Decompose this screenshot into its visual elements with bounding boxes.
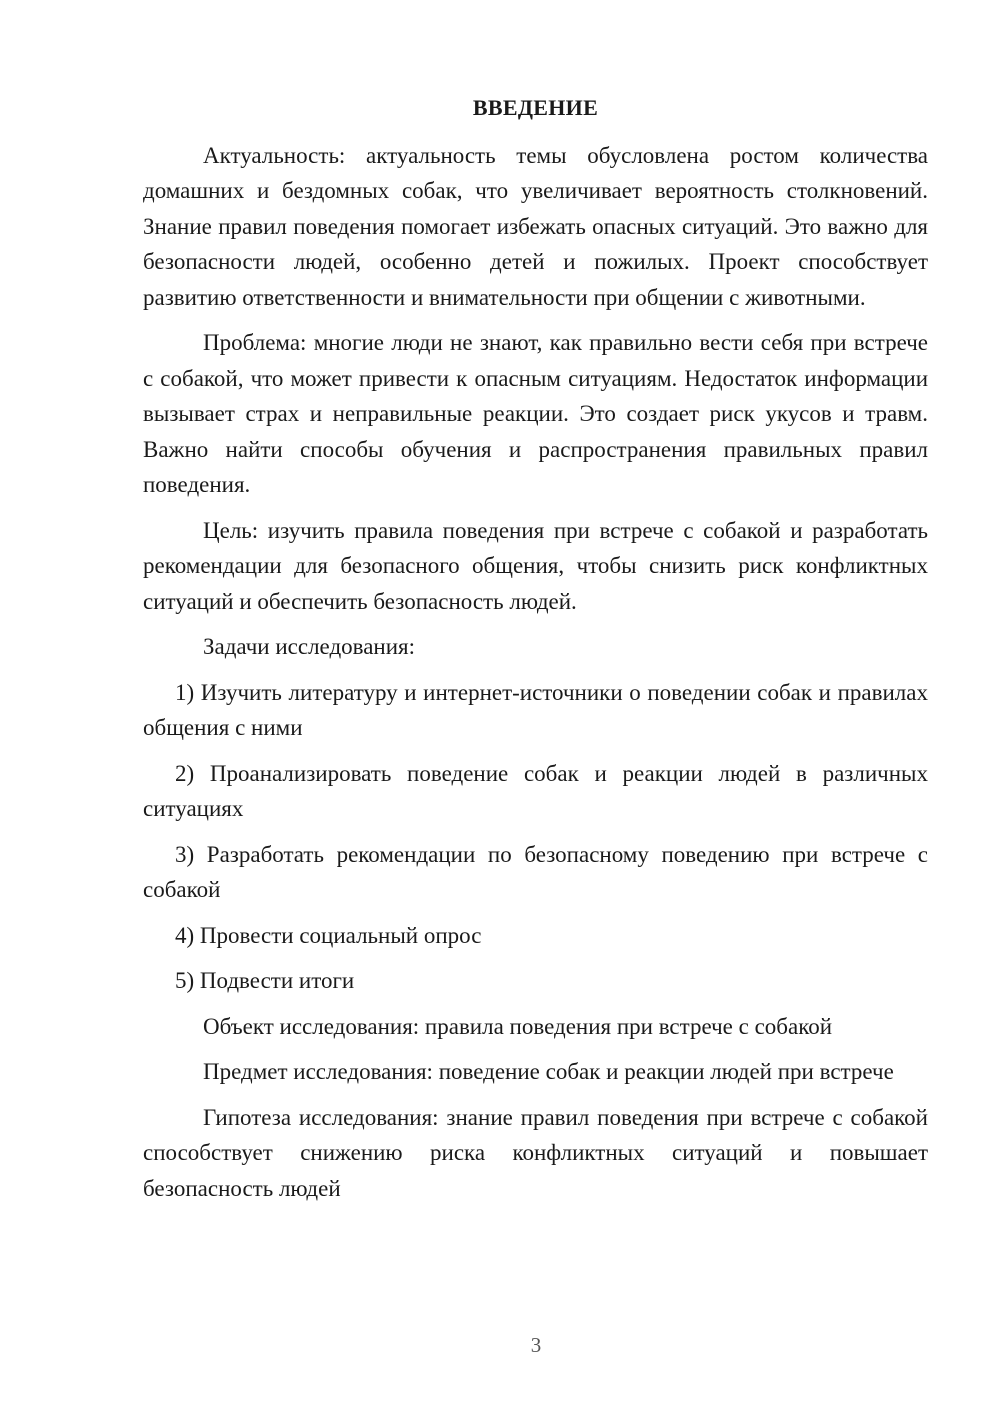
subject-paragraph: Предмет исследования: поведение собак и реакции людей при встрече bbox=[203, 1059, 894, 1084]
list-item: 1) Изучить литературу и интернет-источники о поведении собак и правилах общения с ними bbox=[143, 679, 928, 740]
list-item: 3) Разработать рекомендации по безопасному поведению при встрече с собакой bbox=[143, 841, 928, 902]
problem-paragraph: Проблема: многие люди не знают, как правильно вести себя при встрече с собакой, что может привести к опасным ситуациям. Недостаток информации вызывает страх и неправильные реакции. Это создает риск укусов и травм. Важно найти способы обучения и распространения правильных правил поведения. bbox=[143, 330, 928, 497]
list-item: 5) Подвести итоги bbox=[175, 968, 355, 993]
page-number: 3 bbox=[530, 1333, 542, 1357]
relevance-paragraph: Актуальность: актуальность темы обусловлена ростом количества домашних и бездомных собак, что увеличивает вероятность столкновений. Знание правил поведения помогает избежать опасных ситуаций. Это важно для безопасности людей, особенно детей и пожилых. Проект способствует развитию ответственности и внимательности при общении с животными. bbox=[143, 142, 928, 310]
list-item: 4) Провести социальный опрос bbox=[175, 922, 482, 948]
list-item: 2) Проанализировать поведение собак и реакции людей в различных ситуациях bbox=[143, 760, 928, 821]
page-title: ВВЕДЕНИЕ bbox=[472, 95, 599, 120]
page-content bbox=[143, 90, 928, 1216]
object-paragraph: Объект исследования: правила поведения при встрече с собакой bbox=[203, 1013, 833, 1039]
goal-paragraph: Цель: изучить правила поведения при встрече с собакой и разработать рекомендации для безопасного общения, чтобы снизить риск конфликтных ситуаций и обеспечить безопасность людей. bbox=[143, 517, 928, 614]
tasks-list bbox=[143, 675, 928, 999]
hypothesis-paragraph: Гипотеза исследования: знание правил поведения при встрече с собакой способствует снижению риска конфликтных ситуаций и повышает безопасность людей bbox=[143, 1104, 928, 1201]
tasks-heading: Задачи исследования: bbox=[203, 634, 416, 659]
